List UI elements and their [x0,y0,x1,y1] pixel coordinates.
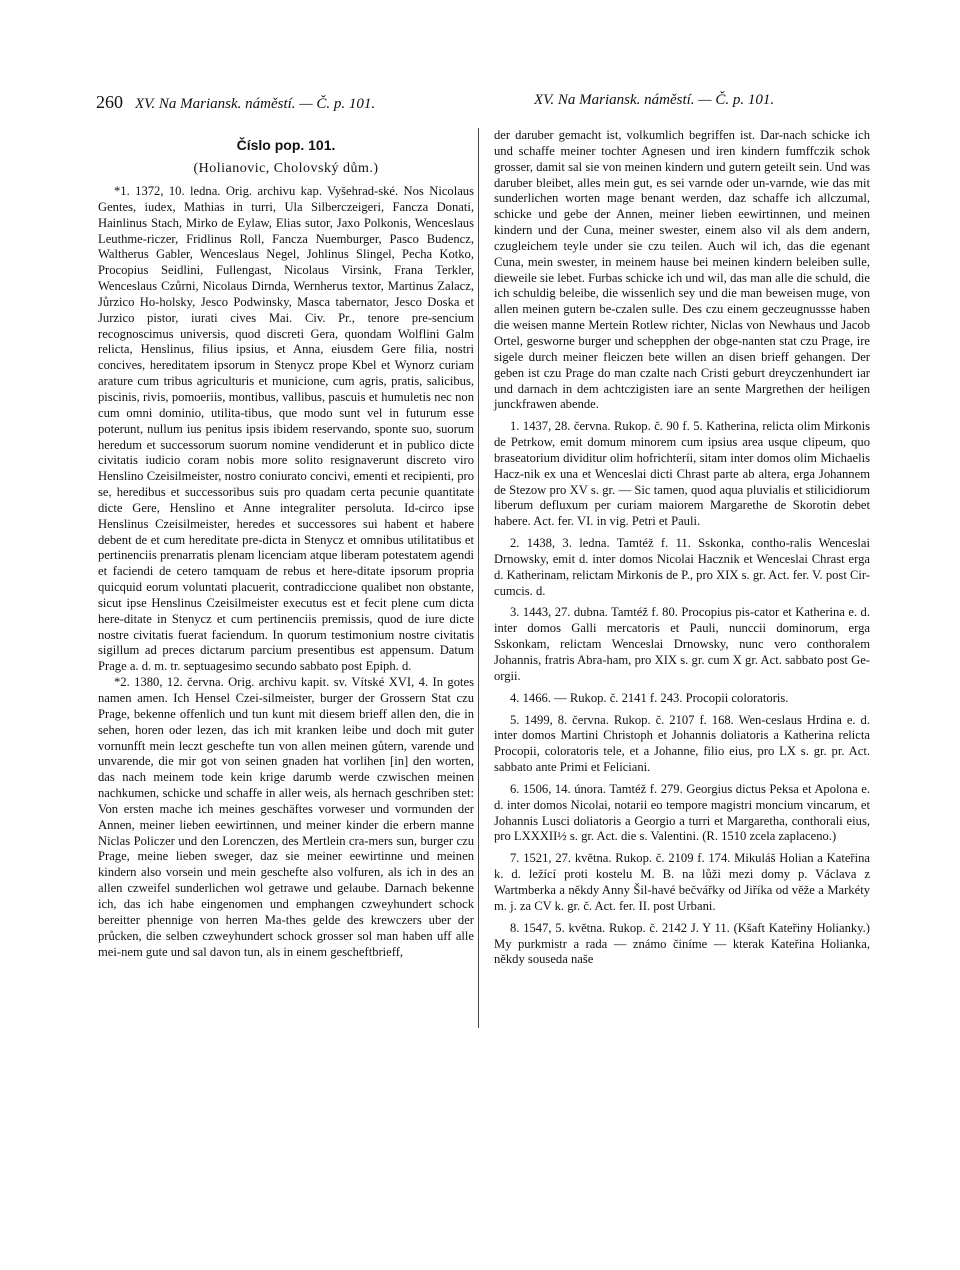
left-column [98,128,474,960]
register-entry: 8. 1547, 5. května. Rukop. č. 2142 J. Y 11. (Kšaft Kateřiny Holianky.) My purkmistr a rada — známo činíme — kterak Kateřina Holianka, někdy souseda naše [494,920,870,967]
page-number: 260 [96,92,123,112]
register-entry: 1. 1437, 28. června. Rukop. č. 90 f. 5. Katherina, relicta olim Mirkonis de Petrkow, emit domum minorem cum ipsius area usque clipeum, quo braseatorium dividitur olim hofrichteríi, sitam inter domos olim Michaelis Hacz-nik ex una et Wenceslai dicti Chrast parte ab altera, erga Johannem de Stezow pro XV s. gr. — Sic tamen, quod aqua pluvialis et stilicidiorum liberum defluxum per curiam maiorem Margarethe de Skorotin debet habere. Act. fer. VI. in vig. Petri et Pauli. [494,419,870,529]
right-column [494,128,870,968]
section-subheading: (Holianovic, Cholovský dům.) [193,161,379,176]
running-title-left: XV. Na Mariansk. náměstí. — Č. p. 101. [135,96,376,112]
continued-text: der daruber gemacht ist, volkumlich begriffen ist. Dar-nach schicke ich und schaffe meiner tochter Agnesen und iren kindern fumffczik schok grosser, damit sal sie von meinen kindern und gutern geteilt sein. Und was daruber bleibet, alles mein gut, es sei varnde oder un-varnde, wie das mit sunderlichen worten mage benant werden, daz schaffe ich allczumal, schicke und gebe der Annen, meiner lieben eewirtinnen, und meinen kindern und der Cuna, meiner swester, einem also vil als dem andern, czugleichem teyle under sie czu teilen. Auch wil ich, das die egenant Cuna, mein swester, in meinem hause bei meinen kindern beleiben sulle, dieweile sie lebet. Furbas schicke ich und wil, das man alle die schuld, die ich schuldig beleibe, die wissenlich sey und die man beweisen muge, von allen meinen gutern be-czalen sulle. Des czu einem geczeugnussse haben die weisen manne Mertein Rotlew richter, Niclas von Newhaus und Jacob Ortel, gesworne burger und schepphen der obge-nanten stat czu Prage, ire sigele durch meiner fleiczen bete willen an disen brieff gehangen. Der geben ist czu Prage do man czalte nach Cristi geburt dreyczenhundert iar und darnach in dem achtczigisten iare an sente Margrethen der heiligen junckfrawen abende. [494,128,870,412]
register-entry: 7. 1521, 27. května. Rukop. č. 2109 f. 174. Mikuláš Holian a Kateřina k. d. ležící proti kostelu M. B. na lůži mezi domy p. Václava z Wartmberka a někdy Anny Šil-havé bečvářky od Jiříka od věže a Markéty m. j. za CV k. gr. č. Act. fer. II. post Urbani. [494,851,870,913]
register-entry: 4. 1466. — Rukop. č. 2141 f. 243. Procopii coloratoris. [510,690,789,705]
running-head-left [96,92,375,114]
register-entry: 2. 1438, 3. ledna. Tamtéž f. 11. Sskonka, contho-ralis Wenceslai Drnowsky, emit d. inter domos Nicolai Hacznik et Wenceslai Chrast erga d. Katherinam, relictam Mirkonis de P., pro XIX s. gr. Act. fer. V. post Cir-cumcis. d. [494,536,870,598]
column-divider [478,128,479,1028]
running-head-right [534,92,774,114]
register-entry: 5. 1499, 8. června. Rukop. č. 2107 f. 168. Wen-ceslaus Hrdina e. d. inter domos Martini Christoph et Johannis doliatoris a Katherina relicta Procopii, coloratoris tele, et a Johanne, filio eius, pro LX s. gr. pr. Act. sabbato ante Primi et Feliciani. [494,712,870,775]
document-entry: *1. 1372, 10. ledna. Orig. archivu kap. Vyšehrad-ské. Nos Nicolaus Gentes, iudex, Mathias in turri, Ula Silberczeigeri, Fancza Donati, Hainlinus Stach, Mirko de Eylaw, Elias sutor, Jaxo Polkonis, Wenceslaus Leuthme-riczer, Fridlinus Roll, Fancza Nuemburger, Pasco Budencz, Waltherus Gabler, Wenceslaus Negel, Johlinus Slingel, Pecha Kotko, Procopius Seidlini, Fullengast, Nicolaus Virsink, Frana Terkler, Wenceslaus Czůrni, Nicolaus Dirnda, Wernherus textor, Martinus Zalacz, Jůrzico Ho-holsky, Jesco Podwinsky, Masca tabernator, Jesco Doska et Jurzico pistor, iurati cives Mai. Civ. Pr., tenore pre-sencium recognoscimus universis, quod discreti Gera, quondam Wolflini Galm relicta, Henslinus, filius ipsius, et Anna, eiusdem Gere filia, nostri concives, hereditatem ipsorum in Stenycz prope Kbel et Wynorz curiam arature cum tribus agriculturis et municione, cum agris, pratis, salicibus, piscinis, rivis, pomoeriis, montibus, vallibus, pascuis et humuletis nec non cum omni dominio, utilita-tibus, que modo sunt vel in futurum esse poterunt, nullum ius penitus ipsis ibidem reservando, sponte suo, suorum heredum et successorum suorum nomine vendiderunt et in publico dicte civitatis iudicio coram nobis more solito resignaverunt discreto viro Henslino Czeisilmeister, nostro coniurato concivi, ementi et recipienti, pro se, heredibus et successoribus suis pro quadam certa pecunie quantitate dicte Gere, Henslino et Anne integraliter persoluta. Id-circo ipse Henslinus Czeisilmeister, heredes et successores sui habent et habere debent de et cum hereditate pre-dicta in Stenycz et omnibus utilitatibus et pertinenciis prenarratis plenam licenciam atque liberam potestatem agendi et faciendi de cetero tamquam de rebus et here-ditate ipsorum propria quicquid eorum voluntati placuerit, contradiccione qualibet non obstante, sicut ipse Henslinus Czeisilmeister executus est et fecit plene cum dicta here-ditate in Stenycz et cum pertinenciis premissis, quod de iure dicte nostre civitatis fuerat faciendum. In quorum testimonium nostre civitatis sigillum ad preces dictarum parcium presentibus est appensum. Datum Prage a. d. m. tr. septuagesimo secundo sabbato post Epiph. d. [98,184,474,674]
document-entry: *2. 1380, 12. června. Orig. archivu kapit. sv. Vítské XVI, 4. In gotes namen amen. Ich Hensel Czei-silmeister, burger der Grossern Stat czu Prage, bekenne offenlich und tun kunt mit diesem brieff allen den, die in sehen, horen oder lezen, das ich mit kranken leibe und doch mit guter vornunfft mein leczt geschefte tun von allen meinen gůtern, varende und unvarende, die mir got von seinen gnaden hat vorlihen [in] den worten, das nach meinem tode kein krige darumb werde czwischen meinen nachkumen, schicke und schaffe in aller weis, als hernach geschriben stet: Von ersten mache ich meines geschäftes vorweser und vormunden der Annen, meiner lieben eewirtinnen, und meiner kinder die erbern manne Niclas Policzer und den Lorenczen, des Mertlein cra-mers sun, burger czu Prage, meine lieben sweger, daz sie meiner eewirtinne und meinen kindern also vorsein und mein geschefte also volfuren, als ich in des an allen czweifel sunderlichen wol getrawe und gelaube. Darnach bekenne ich, das ich habe eingenomen und emphangen czweyhundert schock bereitter phennige von herren Ma-thes gelde des krewczers uber der průcken, die selben czweyhundert schock grosser sol man haben uff alle mei-nem gute und sal davon tun, als in einem gescheftbrieff, [98,675,474,959]
section-heading: Číslo pop. 101. [236,137,336,153]
running-title-right: XV. Na Mariansk. náměstí. — Č. p. 101. [534,92,775,108]
register-entry: 3. 1443, 27. dubna. Tamtéž f. 80. Procopius pis-cator et Katherina e. d. inter domos Galli mercatoris et Pauli, nunccii dominorum, erga Sskonkam, relictam Wenceslai Drnowsky, nunc vero conthoralem Johannis, fratris Abra-ham, pro XIX s. gr. cum X gr. Act. sabbato post Ge-orgii. [494,605,870,683]
register-entry: 6. 1506, 14. února. Tamtéž f. 279. Georgius dictus Peksa et Apolona e. d. inter domos Nicolai, notarii eo tempore magistri moncium vincarum, et Johannis Lusci doliatoris a Georgio a turri et Margaretha, conthorali eius, pro LXXXII½ s. gr. Act. die s. Valentini. (R. 1510 zcela zaplaceno.) [494,781,870,844]
